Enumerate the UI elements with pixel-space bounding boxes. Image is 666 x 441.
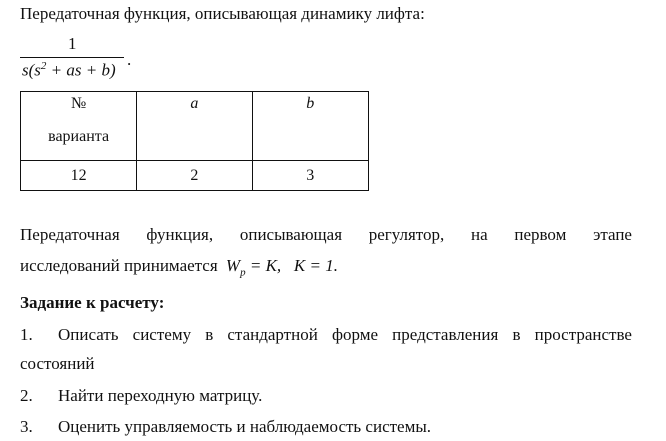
header-a: a (137, 92, 252, 161)
header-variant-label: варианта (48, 128, 110, 145)
task-1-word: пространстве (534, 325, 632, 344)
denominator-exponent: 2 (40, 60, 47, 72)
regulator-line1 (20, 225, 632, 245)
task-1-word: форме (331, 325, 379, 344)
task-1-line2: состояний (20, 354, 95, 373)
formula-numerator: 1 (68, 34, 77, 53)
denominator-part1: s(s (22, 60, 41, 80)
task-3-text: Оценить управляемость и наблюдаемость системы. (58, 417, 432, 436)
task-1-line1 (58, 325, 632, 345)
regulator-formula (225, 256, 338, 279)
regulator-word: первом (514, 225, 567, 244)
header-variant-number-sign: № (70, 95, 87, 112)
cell-variant: 12 (21, 161, 137, 191)
intro-text: Передаточная функция, описывающая динамику лифта: (20, 4, 425, 23)
header-b: b (252, 92, 368, 161)
regulator-line2 (20, 256, 338, 278)
task-heading: Задание к расчету: (20, 293, 165, 312)
task-2-number: 2. (20, 386, 33, 405)
task-1-word: Описать (58, 325, 119, 344)
regulator-word: Передаточная (20, 225, 120, 244)
formula-W: W (225, 256, 241, 275)
formula-denominator (22, 60, 116, 81)
denominator-part2: + as + b) (46, 60, 116, 80)
formula-period: . (127, 50, 132, 69)
regulator-word: функция, (146, 225, 214, 244)
parameters-table (20, 91, 369, 191)
task-1-word: стандартной (227, 325, 318, 344)
task-1-word: в (512, 325, 521, 344)
task-1-word: систему (132, 325, 192, 344)
cell-a: 2 (137, 161, 252, 191)
regulator-word: на (470, 225, 488, 244)
regulator-line2-text: исследований принимается (20, 256, 218, 275)
cell-b: 3 (252, 161, 368, 191)
regulator-word: этапе (593, 225, 632, 244)
task-1-word: в (205, 325, 214, 344)
task-1-word: представления (392, 325, 499, 344)
task-1-number: 1. (20, 325, 33, 344)
regulator-word: регулятор, (368, 225, 445, 244)
header-variant (21, 92, 137, 161)
task-3-number: 3. (20, 417, 33, 436)
formula-rest: = K, (245, 256, 294, 275)
task-2-text: Найти переходную матрицу. (58, 386, 263, 405)
formula-K: K = 1. (293, 256, 338, 275)
formula-subscript: p (240, 266, 246, 279)
fraction-bar (20, 57, 124, 58)
regulator-word: описывающая (239, 225, 343, 244)
